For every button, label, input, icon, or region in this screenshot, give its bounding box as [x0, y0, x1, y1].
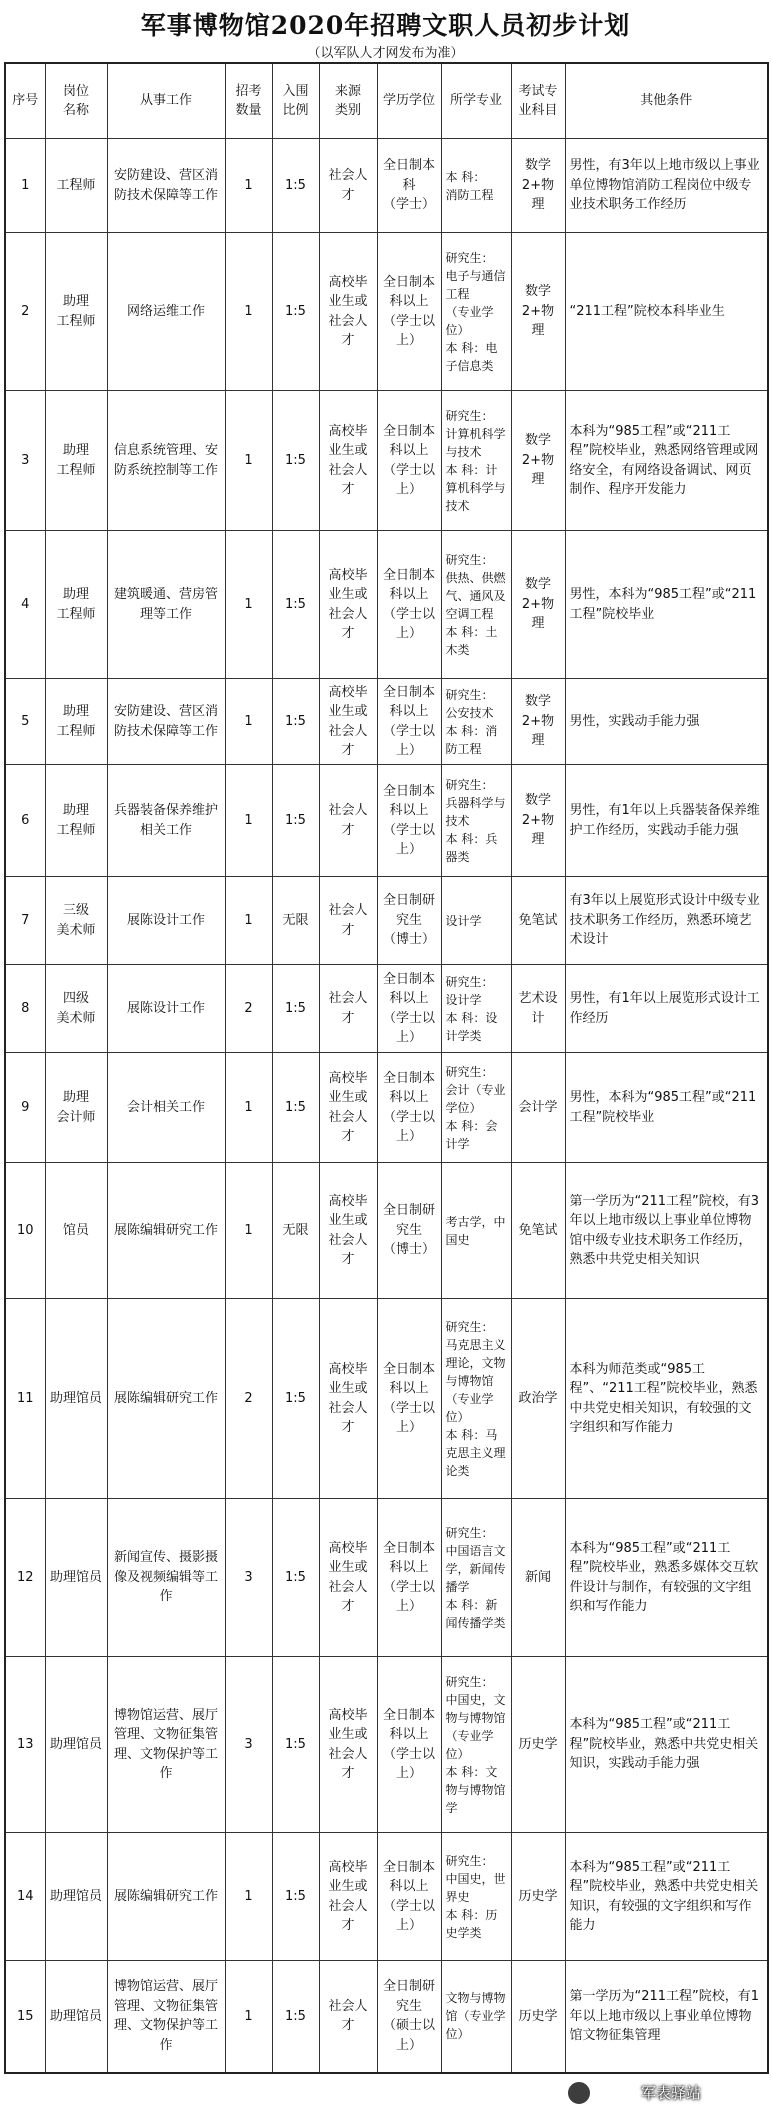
- shortlist-ratio: 1:5: [272, 233, 319, 391]
- col-header-source: 来源 类别: [319, 63, 377, 139]
- other-conditions: 男性，本科为“985工程”或“211工程”院校毕业: [565, 531, 768, 679]
- major-field: 研究生： 计算机科学与技术 本 科：计算机科学与技术: [441, 391, 511, 531]
- exam-subject: 免笔试: [511, 877, 565, 965]
- recruit-count: 3: [225, 1499, 272, 1657]
- source-category: 高校毕业生或社会人才: [319, 1053, 377, 1163]
- major-field: 文物与博物馆（专业学位）: [441, 1961, 511, 2073]
- position-name: 三级 美术师: [45, 877, 107, 965]
- education-degree: 全日制本科以上 （学士以上）: [377, 391, 441, 531]
- education-degree: 全日制本科以上 （学士以上）: [377, 965, 441, 1053]
- row-number: 4: [5, 531, 45, 679]
- exam-subject: 免笔试: [511, 1163, 565, 1299]
- other-conditions: 有3年以上展览形式设计中级专业技术职务工作经历，熟悉环境艺术设计: [565, 877, 768, 965]
- other-conditions: 第一学历为“211工程”院校，有1年以上地市级以上事业单位博物馆文物征集管理: [565, 1961, 768, 2073]
- col-header-ratio: 入围比例: [272, 63, 319, 139]
- education-degree: 全日制本科以上 （学士以上）: [377, 233, 441, 391]
- document-title: 军事博物馆2020年招聘文职人员初步计划: [140, 11, 631, 40]
- major-field: 研究生： 公安技术 本 科：消防工程: [441, 679, 511, 765]
- row-number: 8: [5, 965, 45, 1053]
- recruit-count: 2: [225, 1299, 272, 1499]
- shortlist-ratio: 无限: [272, 877, 319, 965]
- major-field: 研究生： 中国语言文学，新闻传播学 本 科：新闻传播学类: [441, 1499, 511, 1657]
- major-field: 研究生： 中国史，文物与博物馆（专业学位） 本 科：文物与博物馆学: [441, 1657, 511, 1833]
- row-number: 6: [5, 765, 45, 877]
- other-conditions: 本科为“985工程”或“211工程”院校毕业，熟悉多媒体交互软件设计与制作，有较强的文字组织和写作能力: [565, 1499, 768, 1657]
- position-name: 助理馆员: [45, 1299, 107, 1499]
- work-content: 展陈编辑研究工作: [107, 1163, 225, 1299]
- education-degree: 全日制本科以上 （学士以上）: [377, 531, 441, 679]
- watermark-text: 军表驿站: [640, 2084, 701, 2102]
- table-row: [5, 877, 768, 965]
- document-subtitle: （以军队人才网发布为准）: [307, 46, 464, 61]
- education-degree: 全日制研究生 （博士）: [377, 1163, 441, 1299]
- source-category: 社会人才: [319, 1961, 377, 2073]
- table-row: [5, 765, 768, 877]
- other-conditions: 男性，有1年以上展览形式设计工作经历: [565, 965, 768, 1053]
- table-row: [5, 233, 768, 391]
- work-content: 展陈设计工作: [107, 877, 225, 965]
- work-content: 会计相关工作: [107, 1053, 225, 1163]
- row-number: 3: [5, 391, 45, 531]
- col-header-other: 其他条件: [565, 63, 768, 139]
- source-category: 高校毕业生或社会人才: [319, 1499, 377, 1657]
- position-name: 助理馆员: [45, 1657, 107, 1833]
- education-degree: 全日制本科以上 （学士以上）: [377, 679, 441, 765]
- watermark-logo-icon: [567, 2081, 591, 2105]
- shortlist-ratio: 1:5: [272, 1833, 319, 1961]
- major-field: 研究生： 兵器科学与技术 本 科：兵器类: [441, 765, 511, 877]
- recruit-count: 1: [225, 765, 272, 877]
- source-category: 高校毕业生或社会人才: [319, 233, 377, 391]
- row-number: 12: [5, 1499, 45, 1657]
- col-header-edu: 学历学位: [377, 63, 441, 139]
- source-category: 社会人才: [319, 965, 377, 1053]
- header-row: [5, 63, 768, 139]
- source-category: 高校毕业生或社会人才: [319, 679, 377, 765]
- shortlist-ratio: 1:5: [272, 679, 319, 765]
- other-conditions: 男性，实践动手能力强: [565, 679, 768, 765]
- major-field: 本 科： 消防工程: [441, 139, 511, 233]
- recruit-count: 1: [225, 139, 272, 233]
- other-conditions: 本科为师范类或“985工程”、“211工程”院校毕业，熟悉中共党史相关知识，有较强的文字组织和写作能力: [565, 1299, 768, 1499]
- exam-subject: 历史学: [511, 1961, 565, 2073]
- col-header-exam: 考试专业科目: [511, 63, 565, 139]
- exam-subject: 数学 2+物理: [511, 679, 565, 765]
- work-content: 兵器装备保养维护相关工作: [107, 765, 225, 877]
- position-name: 助理 工程师: [45, 765, 107, 877]
- table-row: [5, 1299, 768, 1499]
- row-number: 13: [5, 1657, 45, 1833]
- row-number: 5: [5, 679, 45, 765]
- col-header-no: 序号: [5, 63, 45, 139]
- row-number: 1: [5, 139, 45, 233]
- work-content: 新闻宣传、摄影摄像及视频编辑等工作: [107, 1499, 225, 1657]
- exam-subject: 数学 2+物理: [511, 233, 565, 391]
- other-conditions: 男性，有3年以上地市级以上事业单位博物馆消防工程岗位中级专业技术职务工作经历: [565, 139, 768, 233]
- position-name: 工程师: [45, 139, 107, 233]
- row-number: 15: [5, 1961, 45, 2073]
- shortlist-ratio: 1:5: [272, 1961, 319, 2073]
- shortlist-ratio: 无限: [272, 1163, 319, 1299]
- recruit-count: 1: [225, 1163, 272, 1299]
- recruit-count: 1: [225, 531, 272, 679]
- recruit-count: 1: [225, 1833, 272, 1961]
- shortlist-ratio: 1:5: [272, 531, 319, 679]
- source-category: 高校毕业生或社会人才: [319, 1163, 377, 1299]
- work-content: 博物馆运营、展厅管理、文物征集管理、文物保护等工作: [107, 1961, 225, 2073]
- recruit-count: 1: [225, 679, 272, 765]
- source-category: 社会人才: [319, 877, 377, 965]
- education-degree: 全日制本科以上 （学士以上）: [377, 1053, 441, 1163]
- recruitment-plan-table: [4, 62, 769, 2074]
- work-content: 建筑暖通、营房管理等工作: [107, 531, 225, 679]
- other-conditions: 本科为“985工程”或“211工程”院校毕业，熟悉中共党史相关知识，有较强的文字组织和写作能力: [565, 1833, 768, 1961]
- row-number: 7: [5, 877, 45, 965]
- row-number: 2: [5, 233, 45, 391]
- other-conditions: 第一学历为“211工程”院校，有3年以上地市级以上事业单位博物馆中级专业技术职务工作经历，熟悉中共党史相关知识: [565, 1163, 768, 1299]
- exam-subject: 数学 2+物理: [511, 391, 565, 531]
- position-name: 助理馆员: [45, 1499, 107, 1657]
- exam-subject: 数学 2+物理: [511, 139, 565, 233]
- recruit-count: 1: [225, 233, 272, 391]
- table-row: [5, 965, 768, 1053]
- row-number: 11: [5, 1299, 45, 1499]
- position-name: 助理 会计师: [45, 1053, 107, 1163]
- exam-subject: 政治学: [511, 1299, 565, 1499]
- work-content: 博物馆运营、展厅管理、文物征集管理、文物保护等工作: [107, 1657, 225, 1833]
- shortlist-ratio: 1:5: [272, 139, 319, 233]
- major-field: 研究生： 供热、供燃气、通风及空调工程 本 科：土木类: [441, 531, 511, 679]
- shortlist-ratio: 1:5: [272, 1499, 319, 1657]
- row-number: 14: [5, 1833, 45, 1961]
- shortlist-ratio: 1:5: [272, 391, 319, 531]
- major-field: 研究生： 会计（专业学位） 本 科：会计学: [441, 1053, 511, 1163]
- recruit-count: 1: [225, 1961, 272, 2073]
- education-degree: 全日制研究生 （博士）: [377, 877, 441, 965]
- exam-subject: 会计学: [511, 1053, 565, 1163]
- recruit-count: 2: [225, 965, 272, 1053]
- education-degree: 全日制本科以上 （学士以上）: [377, 765, 441, 877]
- position-name: 四级 美术师: [45, 965, 107, 1053]
- work-content: 安防建设、营区消防技术保障等工作: [107, 679, 225, 765]
- position-name: 助理 工程师: [45, 233, 107, 391]
- col-header-work: 从事工作: [107, 63, 225, 139]
- table-row: [5, 679, 768, 765]
- table-row: [5, 139, 768, 233]
- row-number: 9: [5, 1053, 45, 1163]
- exam-subject: 艺术设计: [511, 965, 565, 1053]
- other-conditions: 本科为“985工程”或“211工程”院校毕业，熟悉网络管理或网络安全，有网络设备调试、网页制作、程序开发能力: [565, 391, 768, 531]
- table-row: [5, 1657, 768, 1833]
- work-content: 网络运维工作: [107, 233, 225, 391]
- recruit-count: 1: [225, 391, 272, 531]
- education-degree: 全日制本科以上 （学士以上）: [377, 1299, 441, 1499]
- recruit-count: 1: [225, 1053, 272, 1163]
- source-category: 社会人才: [319, 765, 377, 877]
- table-row: [5, 1961, 768, 2073]
- work-content: 展陈编辑研究工作: [107, 1299, 225, 1499]
- position-name: 助理馆员: [45, 1961, 107, 2073]
- shortlist-ratio: 1:5: [272, 765, 319, 877]
- source-category: 高校毕业生或社会人才: [319, 391, 377, 531]
- other-conditions: 本科为“985工程”或“211工程”院校毕业，熟悉中共党史相关知识，实践动手能力强: [565, 1657, 768, 1833]
- shortlist-ratio: 1:5: [272, 1299, 319, 1499]
- col-header-position: 岗位 名称: [45, 63, 107, 139]
- other-conditions: 男性，本科为“985工程”或“211工程”院校毕业: [565, 1053, 768, 1163]
- exam-subject: 数学 2+物理: [511, 531, 565, 679]
- table-row: [5, 1053, 768, 1163]
- work-content: 信息系统管理、安防系统控制等工作: [107, 391, 225, 531]
- exam-subject: 历史学: [511, 1833, 565, 1961]
- table-row: [5, 531, 768, 679]
- source-category: 社会人才: [319, 139, 377, 233]
- position-name: 助理 工程师: [45, 391, 107, 531]
- col-header-major: 所学专业: [441, 63, 511, 139]
- other-conditions: 男性，有1年以上兵器装备保养维护工作经历，实践动手能力强: [565, 765, 768, 877]
- education-degree: 全日制本科以上 （学士以上）: [377, 1657, 441, 1833]
- exam-subject: 新闻: [511, 1499, 565, 1657]
- major-field: 设计学: [441, 877, 511, 965]
- major-field: 研究生： 设计学 本 科：设计学类: [441, 965, 511, 1053]
- exam-subject: 历史学: [511, 1657, 565, 1833]
- work-content: 安防建设、营区消防技术保障等工作: [107, 139, 225, 233]
- work-content: 展陈编辑研究工作: [107, 1833, 225, 1961]
- recruit-count: 3: [225, 1657, 272, 1833]
- education-degree: 全日制本科以上 （学士以上）: [377, 1499, 441, 1657]
- source-category: 高校毕业生或社会人才: [319, 531, 377, 679]
- position-name: 馆员: [45, 1163, 107, 1299]
- source-category: 高校毕业生或社会人才: [319, 1833, 377, 1961]
- recruit-count: 1: [225, 877, 272, 965]
- work-content: 展陈设计工作: [107, 965, 225, 1053]
- education-degree: 全日制研究生 （硕士以上）: [377, 1961, 441, 2073]
- position-name: 助理馆员: [45, 1833, 107, 1961]
- education-degree: 全日制本科 （学士）: [377, 139, 441, 233]
- shortlist-ratio: 1:5: [272, 1053, 319, 1163]
- source-category: 高校毕业生或社会人才: [319, 1299, 377, 1499]
- major-field: 研究生： 马克思主义理论，文物与博物馆（专业学位） 本 科：马克思主义理论类: [441, 1299, 511, 1499]
- major-field: 考古学，中国史: [441, 1163, 511, 1299]
- position-name: 助理 工程师: [45, 531, 107, 679]
- table-row: [5, 391, 768, 531]
- exam-subject: 数学 2+物理: [511, 765, 565, 877]
- position-name: 助理 工程师: [45, 679, 107, 765]
- table-row: [5, 1833, 768, 1961]
- table-row: [5, 1499, 768, 1657]
- source-category: 高校毕业生或社会人才: [319, 1657, 377, 1833]
- education-degree: 全日制本科以上 （学士以上）: [377, 1833, 441, 1961]
- shortlist-ratio: 1:5: [272, 1657, 319, 1833]
- col-header-count: 招考数量: [225, 63, 272, 139]
- other-conditions: “211工程”院校本科毕业生: [565, 233, 768, 391]
- major-field: 研究生： 中国史，世界史 本 科：历史学类: [441, 1833, 511, 1961]
- table-row: [5, 1163, 768, 1299]
- major-field: 研究生： 电子与通信工程 （专业学位） 本 科：电子信息类: [441, 233, 511, 391]
- row-number: 10: [5, 1163, 45, 1299]
- shortlist-ratio: 1:5: [272, 965, 319, 1053]
